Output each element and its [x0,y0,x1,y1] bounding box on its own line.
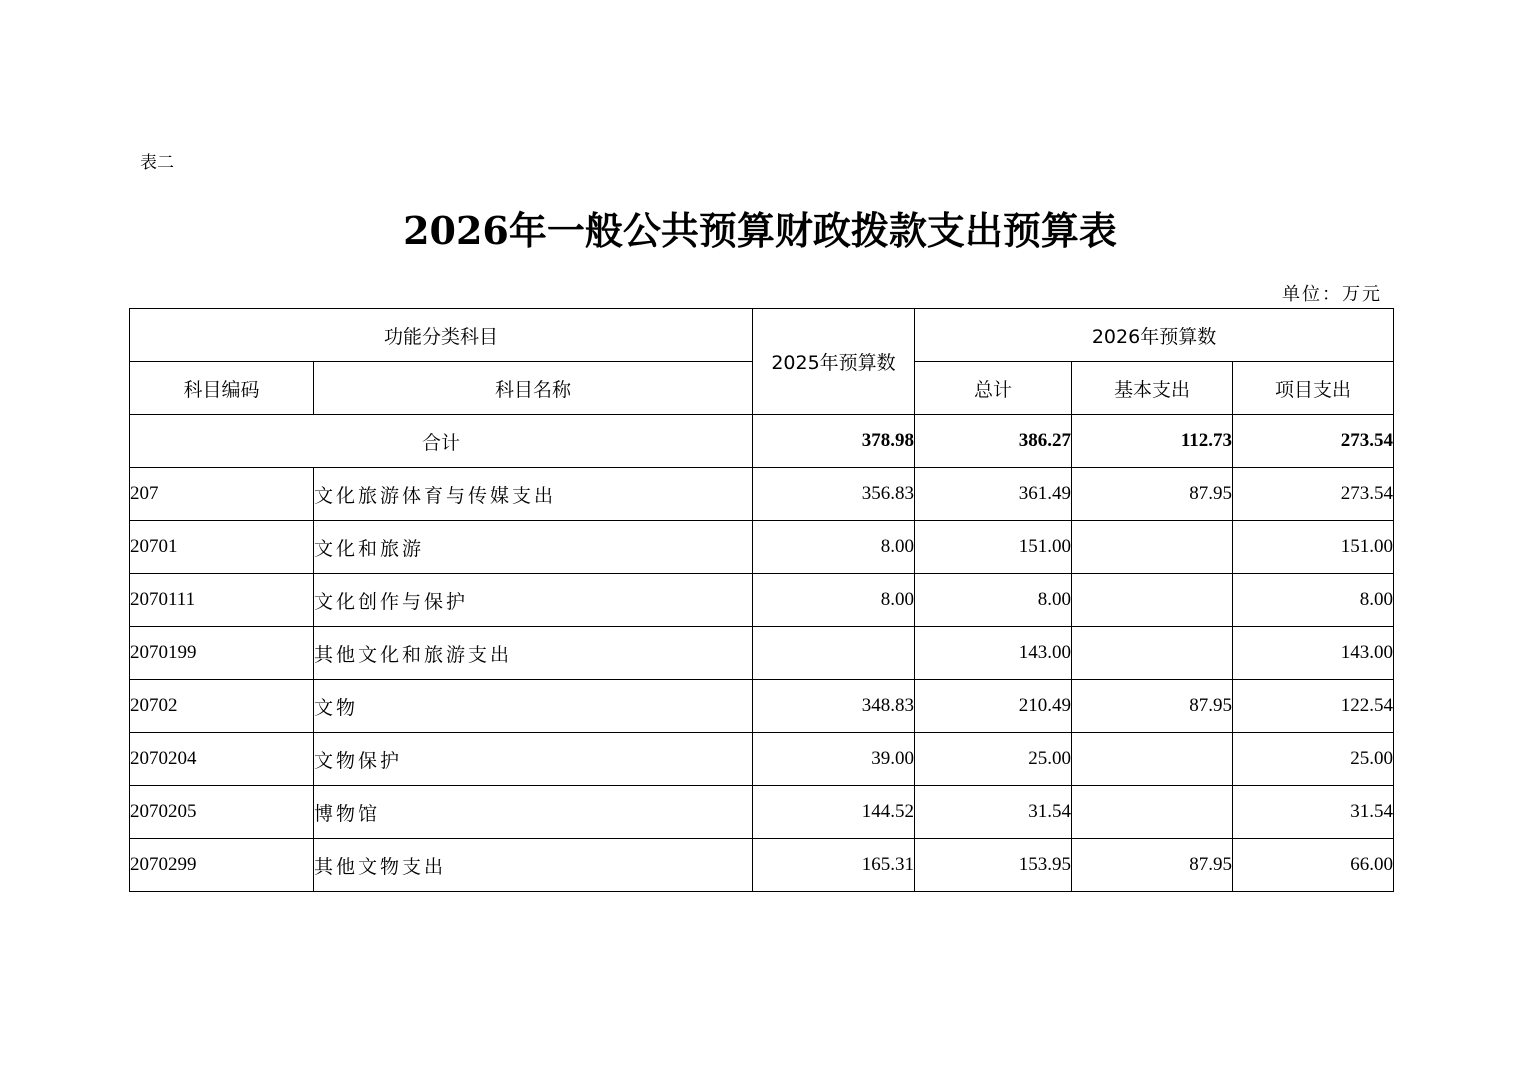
row-name: 文化创作与保护 [314,574,753,627]
row-budget-2025: 144.52 [753,786,915,839]
header-code: 科目编码 [130,362,314,415]
row-name: 文化旅游体育与传媒支出 [314,468,753,521]
header-func-class: 功能分类科目 [130,309,753,362]
row-project: 25.00 [1233,733,1394,786]
row-budget-2025: 8.00 [753,521,915,574]
unit-label: 单位：万元 [1282,284,1382,305]
header-project: 项目支出 [1233,362,1394,415]
row-code: 2070299 [130,839,314,892]
total-project: 273.54 [1233,415,1394,468]
header-budget-2025: 2025年预算数 [753,309,915,415]
total-basic: 112.73 [1072,415,1233,468]
row-budget-2025 [753,627,915,680]
header-total: 总计 [915,362,1072,415]
total-total: 386.27 [915,415,1072,468]
row-name: 其他文物支出 [314,839,753,892]
header-budget-2026: 2026年预算数 [915,309,1394,362]
total-label: 合计 [130,415,753,468]
row-basic [1072,733,1233,786]
row-budget-2025: 165.31 [753,839,915,892]
total-row [130,415,1394,468]
row-total: 210.49 [915,680,1072,733]
table-row [130,733,1394,786]
row-project: 122.54 [1233,680,1394,733]
row-basic [1072,627,1233,680]
row-basic [1072,574,1233,627]
row-budget-2025: 348.83 [753,680,915,733]
row-project: 143.00 [1233,627,1394,680]
header-row-1 [130,309,1394,362]
row-total: 361.49 [915,468,1072,521]
row-basic: 87.95 [1072,839,1233,892]
row-code: 2070204 [130,733,314,786]
row-project: 8.00 [1233,574,1394,627]
row-total: 25.00 [915,733,1072,786]
row-code: 20702 [130,680,314,733]
row-code: 2070199 [130,627,314,680]
row-project: 66.00 [1233,839,1394,892]
row-name: 文化和旅游 [314,521,753,574]
row-code: 2070205 [130,786,314,839]
row-budget-2025: 39.00 [753,733,915,786]
row-total: 151.00 [915,521,1072,574]
row-total: 153.95 [915,839,1072,892]
row-basic [1072,786,1233,839]
table-row [130,627,1394,680]
row-name: 博物馆 [314,786,753,839]
table-row [130,680,1394,733]
header-basic: 基本支出 [1072,362,1233,415]
row-code: 20701 [130,521,314,574]
row-project: 151.00 [1233,521,1394,574]
budget-table [129,308,1394,892]
page-title: 2026年一般公共预算财政拨款支出预算表 [403,208,1117,253]
table-row [130,468,1394,521]
row-basic: 87.95 [1072,468,1233,521]
row-basic [1072,521,1233,574]
row-name: 文物保护 [314,733,753,786]
row-basic: 87.95 [1072,680,1233,733]
table-row [130,521,1394,574]
row-total: 8.00 [915,574,1072,627]
row-budget-2025: 356.83 [753,468,915,521]
total-budget-2025: 378.98 [753,415,915,468]
row-name: 其他文化和旅游支出 [314,627,753,680]
row-code: 207 [130,468,314,521]
row-total: 143.00 [915,627,1072,680]
row-budget-2025: 8.00 [753,574,915,627]
table-row [130,786,1394,839]
row-project: 273.54 [1233,468,1394,521]
header-name: 科目名称 [314,362,753,415]
row-total: 31.54 [915,786,1072,839]
table-row [130,839,1394,892]
row-project: 31.54 [1233,786,1394,839]
table-row [130,574,1394,627]
table-label: 表二 [140,153,174,173]
row-name: 文物 [314,680,753,733]
row-code: 2070111 [130,574,314,627]
